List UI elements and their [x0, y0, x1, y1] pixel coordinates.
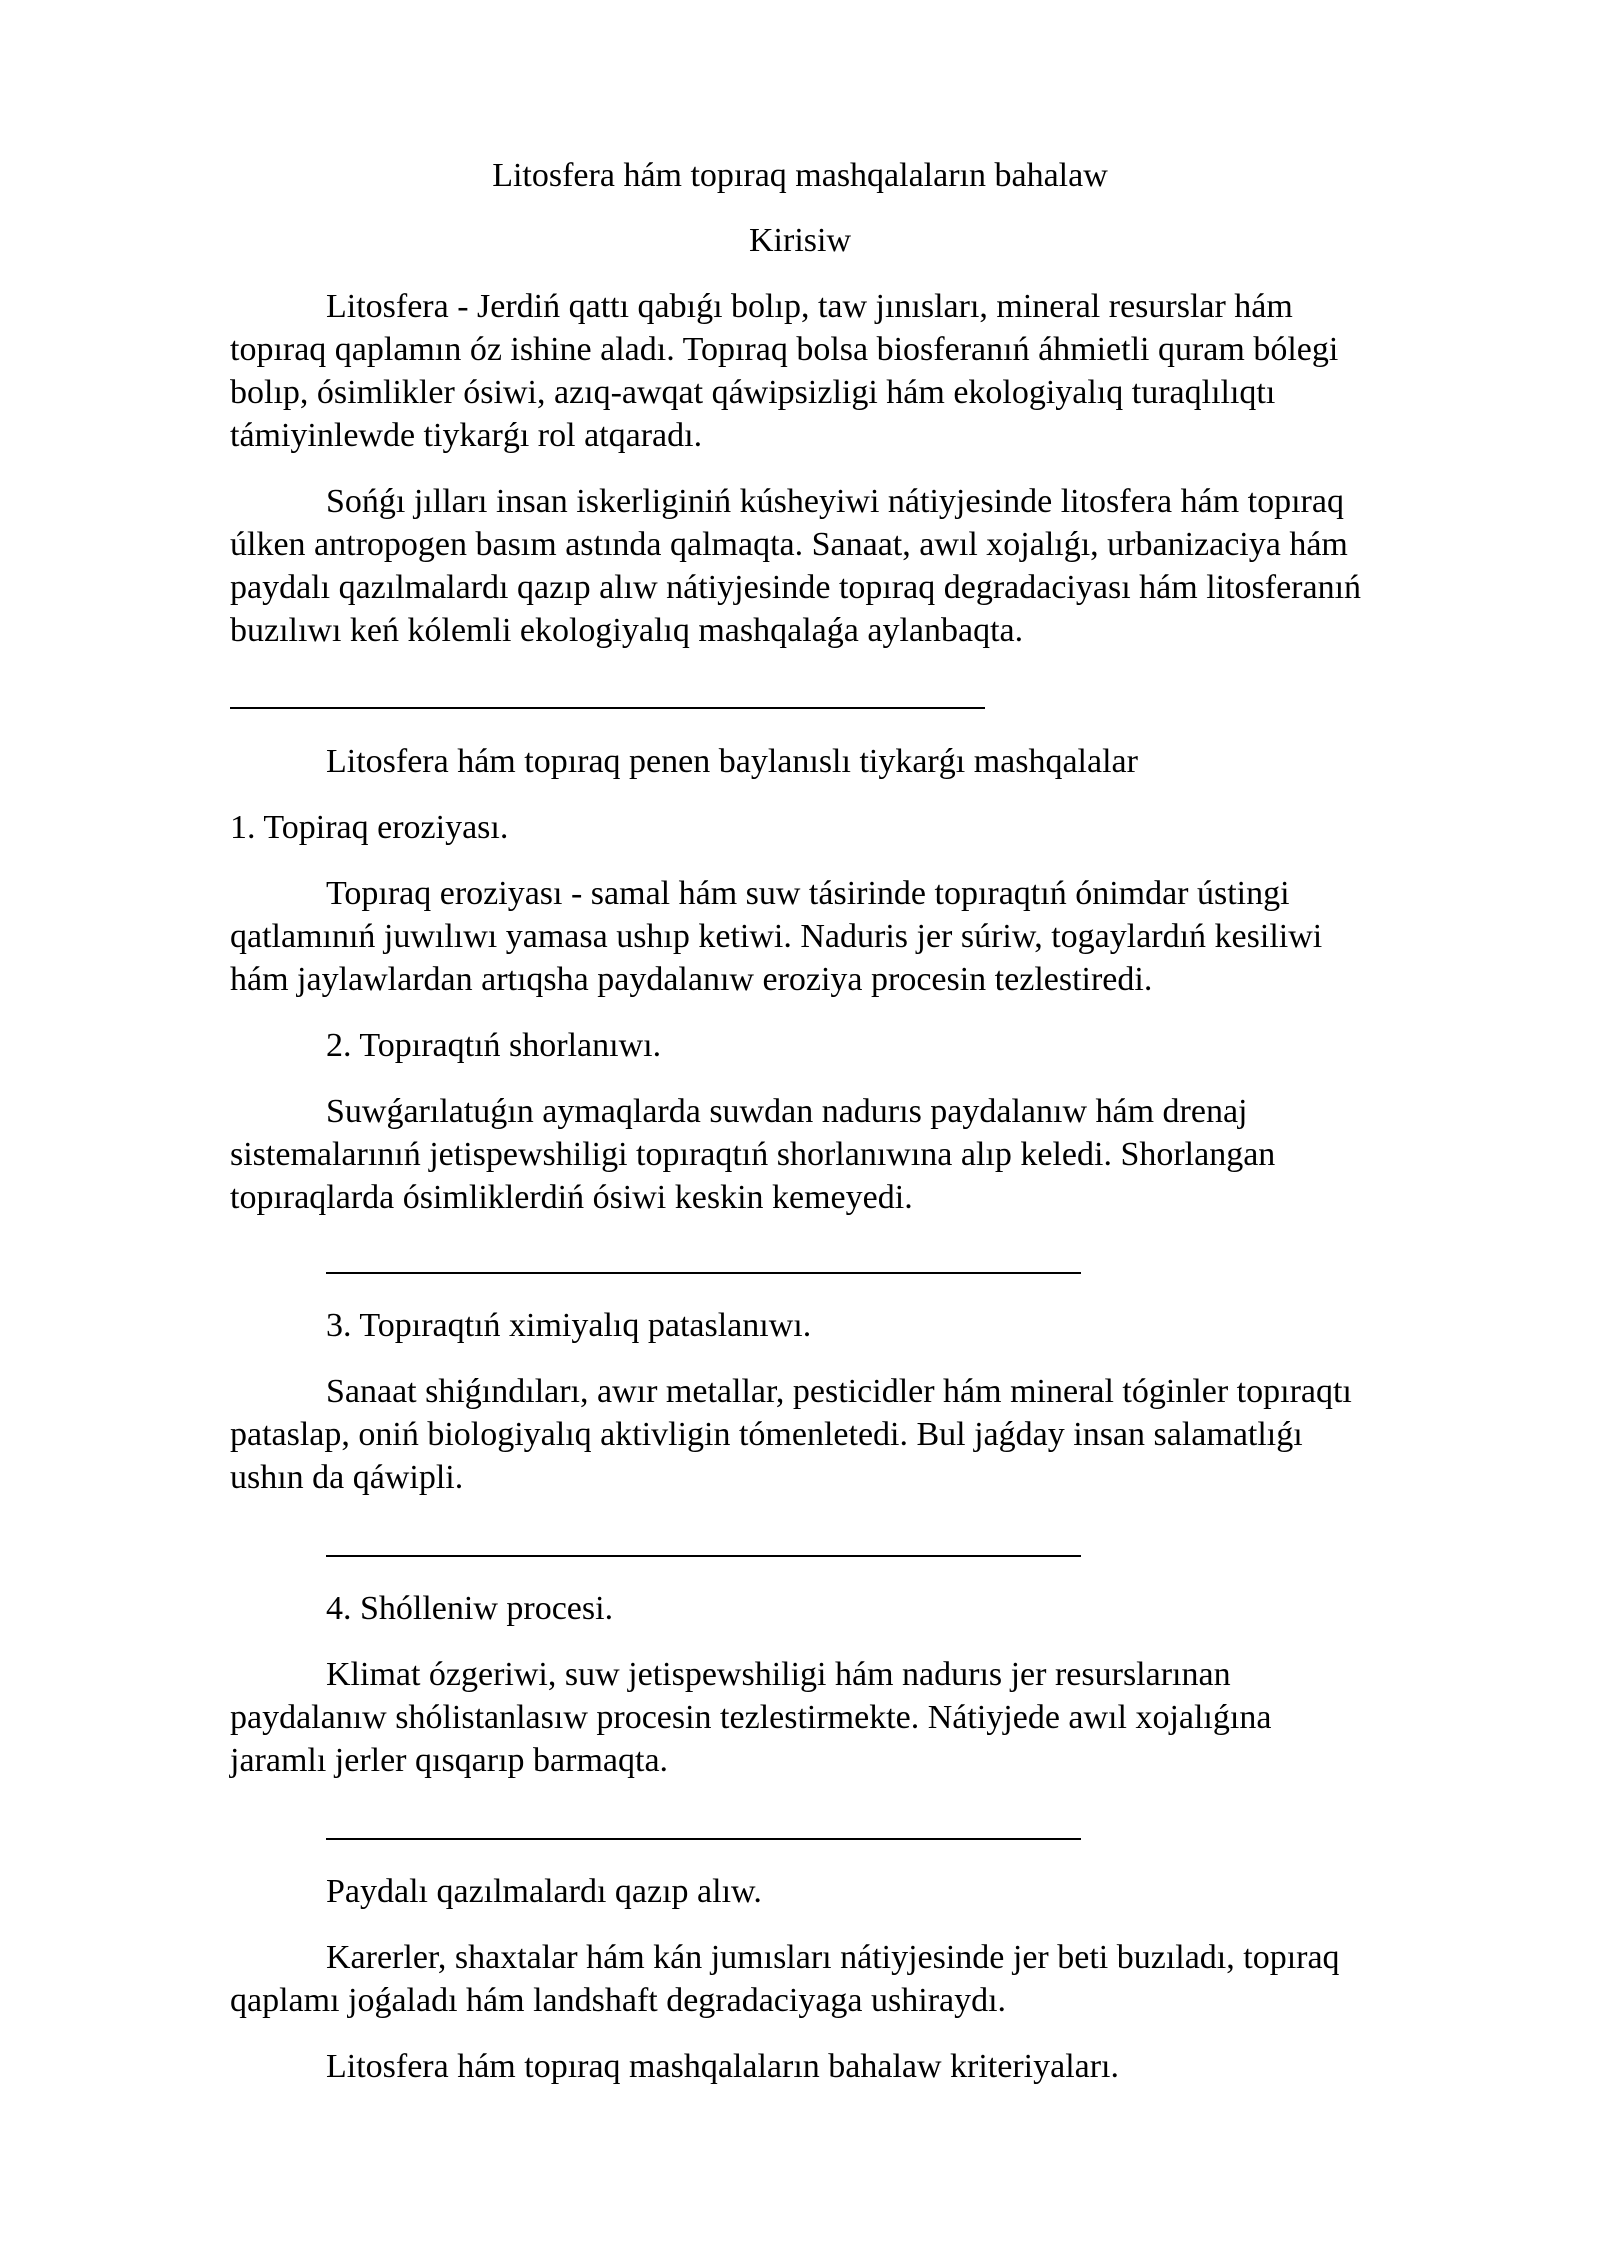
paragraph-line: Karerler, shaxtalar hám kán jumısları nátiyjesinde jer beti buzıladı, topıraq: [326, 1939, 1340, 1976]
paragraph-line: Sońǵı jılları insan iskerliginiń kúsheyiwi nátiyjesinde litosfera hám topıraq: [326, 483, 1344, 520]
document-title: Litosfera hám topıraq mashqalaların bahalaw: [492, 157, 1108, 194]
paragraph-line: qatlamınıń juwılıwı yamasa ushıp ketiwi. Naduris jer súriw, togaylardıń kesiliwi: [230, 918, 1323, 955]
section-4-title: 4. Shólleniw procesi.: [326, 1590, 614, 1627]
paragraph-line: sistemalarınıń jetispewshiligi topıraqtıń shorlanıwına alıp keledi. Shorlangan: [230, 1136, 1276, 1173]
intro-heading: Kirisiw: [749, 222, 851, 259]
paragraph-line: Sanaat shiǵındıları, awır metallar, pesticidler hám mineral tóginler topıraqtı: [326, 1373, 1352, 1410]
paragraph-line: Topıraq eroziyası - samal hám suw tásirinde topıraqtıń ónimdar ústingi: [326, 875, 1290, 912]
divider-line: [326, 1555, 1081, 1557]
paragraph-line: topıraq qaplamın óz ishine aladı. Topıraq bolsa biosferanıń áhmietli quram bólegi: [230, 331, 1339, 368]
divider-line: [230, 707, 985, 709]
section-3-title: 3. Topıraqtıń ximiyalıq pataslanıwı.: [326, 1307, 812, 1344]
closing-line: Litosfera hám topıraq mashqalaların bahalaw kriteriyaları.: [326, 2048, 1120, 2085]
paragraph-line: Klimat ózgeriwi, suw jetispewshiligi hám nadurıs jer resurslarınan: [326, 1656, 1231, 1693]
section-5-title: Paydalı qazılmalardı qazıp alıw.: [326, 1873, 762, 1910]
divider-line: [326, 1272, 1081, 1274]
paragraph-line: úlken antropogen basım astında qalmaqta. Sanaat, awıl xojalıǵı, urbanizaciya hám: [230, 526, 1348, 563]
paragraph-line: pataslap, oniń biologiyalıq aktivligin tómenletedi. Bul jaǵday insan salamatlıǵı: [230, 1416, 1303, 1453]
section-2-title: 2. Topıraqtıń shorlanıwı.: [326, 1027, 662, 1064]
paragraph-line: paydalanıw shólistanlasıw procesin tezlestirmekte. Nátiyjede awıl xojalıǵına: [230, 1699, 1272, 1736]
divider-line: [326, 1838, 1081, 1840]
paragraph-line: topıraqlarda ósimliklerdiń ósiwi keskin kemeyedi.: [230, 1179, 913, 1216]
paragraph-line: qaplamı joǵaladı hám landshaft degradaciyaga ushiraydı.: [230, 1982, 1007, 2019]
main-heading: Litosfera hám topıraq penen baylanıslı tiykarǵı mashqalalar: [326, 743, 1138, 780]
paragraph-line: paydalı qazılmalardı qazıp alıw nátiyjesinde topıraq degradaciyası hám litosferanıń: [230, 569, 1362, 606]
paragraph-line: jaramlı jerler qısqarıp barmaqta.: [230, 1742, 669, 1779]
paragraph-line: buzılıwı keń kólemli ekologiyalıq mashqalaǵa aylanbaqta.: [230, 612, 1024, 649]
paragraph-line: bolıp, ósimlikler ósiwi, azıq-awqat qáwipsizligi hám ekologiyalıq turaqlılıqtı: [230, 374, 1276, 411]
paragraph-line: Litosfera - Jerdiń qattı qabıǵı bolıp, taw jınısları, mineral resurslar hám: [326, 288, 1293, 325]
paragraph-line: ushın da qáwipli.: [230, 1459, 464, 1496]
paragraph-line: Suwǵarılatuǵın aymaqlarda suwdan nadurıs paydalanıw hám drenaj: [326, 1093, 1248, 1130]
section-1-title: 1. Topiraq eroziyası.: [230, 809, 509, 846]
paragraph-line: támiyinlewde tiykarǵı rol atqaradı.: [230, 417, 703, 454]
paragraph-line: hám jaylawlardan artıqsha paydalanıw eroziya procesin tezlestiredi.: [230, 961, 1153, 998]
